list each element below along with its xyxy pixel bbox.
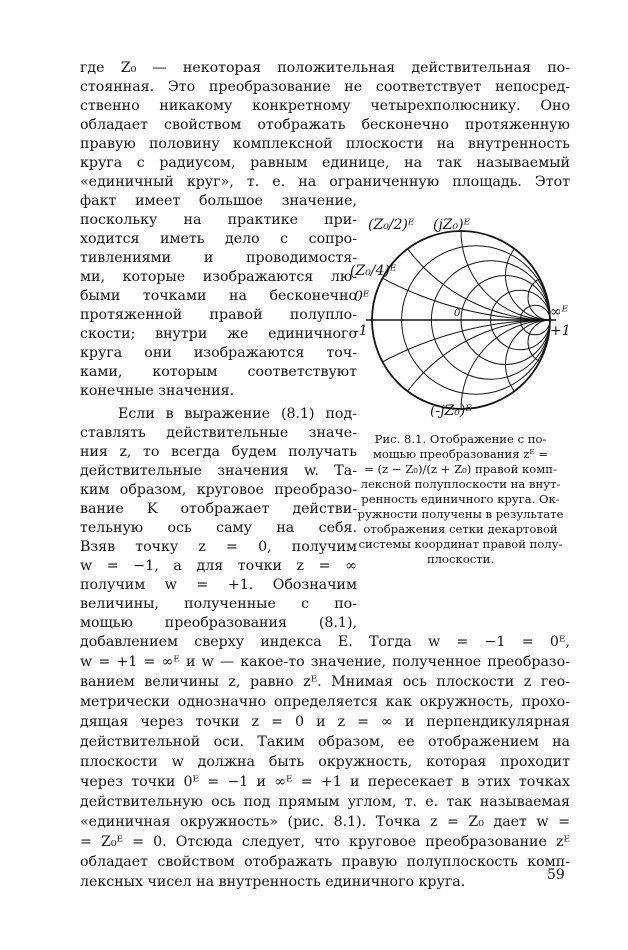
text-line: w = −1, а для точки z = ∞: [80, 558, 357, 574]
page-number: 59: [547, 867, 565, 883]
caption-line: Рис. 8.1. Отображение с по-: [374, 432, 547, 446]
caption-line: мощью преобразования zᴱ =: [372, 447, 549, 461]
text-line: действительные значения w. Та-: [80, 463, 357, 479]
text-line: тивлениями и проводимостя-: [80, 250, 357, 266]
label-inf-e: ∞ᴱ: [550, 304, 569, 320]
text-line: «единичный круг», т. е. на ограниченную площадь. Этот: [80, 174, 570, 190]
text-line: ставлять действительные значе-: [80, 425, 357, 441]
smith-chart-figure: [338, 203, 584, 426]
text-line: факт имеет большое значение,: [80, 193, 357, 209]
text-line: быми точками на бесконечно: [80, 288, 357, 304]
text-line: правую половину комплексной плоскости на внутренность: [80, 136, 570, 152]
label-center: 0: [454, 308, 461, 319]
text-line: обладает свойством отображать бесконечно протяженную: [80, 117, 570, 133]
text-line: конечные значения.: [80, 383, 235, 399]
text-line: круга они изображаются точ-: [80, 345, 357, 361]
text-line: действительной оси. Таким образом, ее отображением на: [80, 734, 570, 750]
label-jz0: (jZ₀)ᴱ: [433, 217, 471, 233]
text-line: ственно никакому конкретному четырехполюснику. Оно: [80, 98, 570, 114]
text-line: ким образом, круговое преобразо-: [80, 482, 357, 498]
text-line: поскольку на практике при-: [80, 212, 357, 228]
caption-line: плоскости.: [426, 552, 495, 566]
label-z0-half: (Z₀/2)ᴱ: [368, 217, 415, 233]
label-minus-one: -1: [354, 323, 368, 339]
text-line: протяженной правой полупло-: [80, 307, 357, 323]
caption-line: отображения сетки декартовой: [363, 522, 558, 536]
text-line: ванием величины z, равно zᴱ. Мнимая ось плоскости z гео-: [80, 674, 570, 690]
text-line: получим w = +1. Обозначим: [80, 577, 357, 593]
text-line: скости; внутри же единичного: [80, 326, 357, 342]
caption-line: системы координат правой полу-: [358, 537, 563, 551]
text-line: обладает свойством отображать правую полуплоскость комп-: [80, 854, 570, 870]
text-line: ния z, то всегда будем получать: [80, 444, 357, 460]
caption-line: ружности получены в результате: [357, 507, 564, 521]
text-line: через точки 0ᴱ = −1 и ∞ᴱ = +1 и пересекает в этих точках: [80, 774, 570, 790]
text-line: величины, полученные с по-: [80, 596, 357, 612]
text-line: ками, которым соответствуют: [80, 364, 357, 380]
label-minus-jz0: (-jZ₀)ᴱ: [430, 403, 472, 419]
text-line: Если в выражение (8.1) под-: [118, 406, 357, 422]
text-line: вание K отображает действи-: [80, 501, 357, 517]
text-line: круга с радиусом, равным единице, на так называемый: [80, 155, 570, 171]
text-line: тельную ось саму на себя.: [80, 520, 357, 536]
text-line: метрически однозначно определяется как окружность, прохо-: [80, 694, 570, 710]
text-line: = Z₀ᴱ = 0. Отсюда следует, что круговое преобразование zᴱ: [80, 834, 570, 850]
text-line: w = +1 = ∞ᴱ и w — какое-то значение, полученное преобразо-: [80, 654, 570, 670]
text-line: «единичная окружность» (рис. 8.1). Точка z = Z₀ дает w =: [80, 814, 570, 830]
label-plus-one: +1: [550, 323, 571, 339]
text-line: дящая через точки z = 0 и z = ∞ и перпендикулярная: [80, 714, 570, 730]
text-line: действительную ось под прямым углом, т. е. так называемая: [80, 794, 570, 810]
text-line: где Z₀ — некоторая положительная действительная по-: [80, 60, 570, 76]
label-z0-quarter: (Z₀/4)ᴱ: [350, 263, 397, 279]
caption-line: лексной полуплоскости на внут-: [360, 477, 561, 491]
text-line: плоскости w должна быть окружность, которая проходит: [80, 754, 570, 770]
label-zero-e: 0ᴱ: [354, 289, 370, 305]
text-line: ми, которые изображаются лю-: [80, 269, 357, 285]
text-line: добавлением сверху индекса E. Тогда w = −1 = 0ᴱ,: [80, 634, 570, 650]
text-line: Взяв точку z = 0, получим: [80, 539, 357, 555]
text-line: лексных чисел на внутренность единичного круга.: [80, 874, 466, 890]
text-line: мощью преобразования (8.1),: [80, 615, 357, 631]
caption-line: ренность единичного круга. Ок-: [361, 492, 560, 506]
text-line: ходится иметь дело с сопро-: [80, 231, 357, 247]
text-line: стоянная. Это преобразование не соответствует непосред-: [80, 79, 570, 95]
caption-line: = (z − Z₀)/(z + Z₀) правой комп-: [364, 462, 557, 476]
